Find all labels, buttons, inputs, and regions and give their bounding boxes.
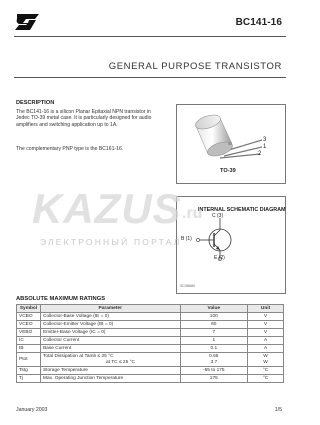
ratings-heading: ABSOLUTE MAXIMUM RATINGS [16,296,106,302]
page-number: 1/5 [274,407,282,413]
schematic-title: INTERNAL SCHEMATIC DIAGRAM [198,207,286,213]
unit-cell: V [248,321,284,329]
value-cell: 100 [180,313,248,321]
value-cell: -55 to 175 [180,367,248,375]
parameter-line: Total Dissipation at Tamb ≤ 25 °C [42,353,114,359]
value-cell: 0.1 [180,345,248,353]
pin-label-2: 2 [258,151,262,157]
symbol-cell: VEBO [17,329,41,337]
symbol-cell: IC [17,337,41,345]
parameter-cell: Max. Operating Junction Temperature [40,375,180,383]
table-row [17,313,284,321]
pin-e-label: E (2) [214,255,225,261]
table-row [17,337,284,345]
symbol-cell: Tj [17,375,41,383]
parameter-cell: Base Current [40,345,180,353]
header-rule [14,36,286,37]
table-row [17,321,284,329]
part-number: BC141-16 [235,17,282,28]
value-line: 3.7 [210,359,218,365]
unit-cell [248,353,284,367]
watermark-main: KAZUS [32,185,182,232]
ratings-table [16,304,284,383]
pin-label-3: 3 [263,137,267,143]
symbol-cell: Ptot [17,353,41,367]
value-cell [180,353,248,367]
symbol-cell: VCBO [17,313,41,321]
table-row [17,329,284,337]
pin-c-label: C (3) [212,213,224,219]
package-label: TO-39 [220,168,236,174]
parameter-cell [40,353,180,367]
table-row [17,375,284,383]
symbol-cell: Tstg [17,367,41,375]
column-header: Parameter [40,305,180,313]
value-cell: 60 [180,321,248,329]
pin-label-1: 1 [263,144,267,150]
unit-cell: V [248,329,284,337]
schematic-code: SC06680 [180,284,195,288]
value-cell: 7 [180,329,248,337]
parameter-cell: Storage Temperature [40,367,180,375]
unit-line: W [263,353,268,359]
subtitle-rule [14,77,286,78]
parameter-cell: Collector-Emitter Voltage (IB = 0) [40,321,180,329]
complementary-note: The complementary PNP type is the BC161-16. [16,146,124,152]
unit-cell: A [248,345,284,353]
parameter-cell: Collector-Base Voltage (IE = 0) [40,313,180,321]
footer-date: January 2003 [16,407,48,413]
column-header: Unit [248,305,284,313]
column-header: Symbol [17,305,41,313]
unit-cell: °C [248,375,284,383]
document-subtitle: GENERAL PURPOSE TRANSISTOR [108,61,282,72]
watermark-suffix: .ru [182,205,203,222]
st-logo [14,13,40,31]
table-row [17,367,284,375]
unit-line: W [263,359,268,365]
unit-cell: V [248,313,284,321]
transistor-symbol [176,196,284,292]
unit-cell: °C [248,367,284,375]
table-header-row [17,305,284,313]
value-cell: 1 [180,337,248,345]
symbol-cell: VCEO [17,321,41,329]
description-heading: DESCRIPTION [16,100,55,106]
parameter-line: at TC ≤ 25 °C [105,359,135,365]
value-line: 0.65 [209,353,219,359]
symbol-cell: IB [17,345,41,353]
table-row [17,345,284,353]
parameter-cell: Emitter-Base Voltage (IC = 0) [40,329,180,337]
value-cell: 175 [180,375,248,383]
column-header: Value [180,305,248,313]
description-paragraph: The BC141-16 is a silicon Planar Epitaxial NPN transistor in Jedec TO-39 metal case. It is particularly designed for audio amplifiers and switching application up to 1A. [16,109,152,128]
parameter-cell: Collector Current [40,337,180,345]
watermark-subtitle: ЭЛЕКТРОННЫЙ ПОРТАЛ [40,237,182,247]
table-row [17,353,284,367]
pin-b-label: B (1) [181,236,192,242]
unit-cell: A [248,337,284,345]
